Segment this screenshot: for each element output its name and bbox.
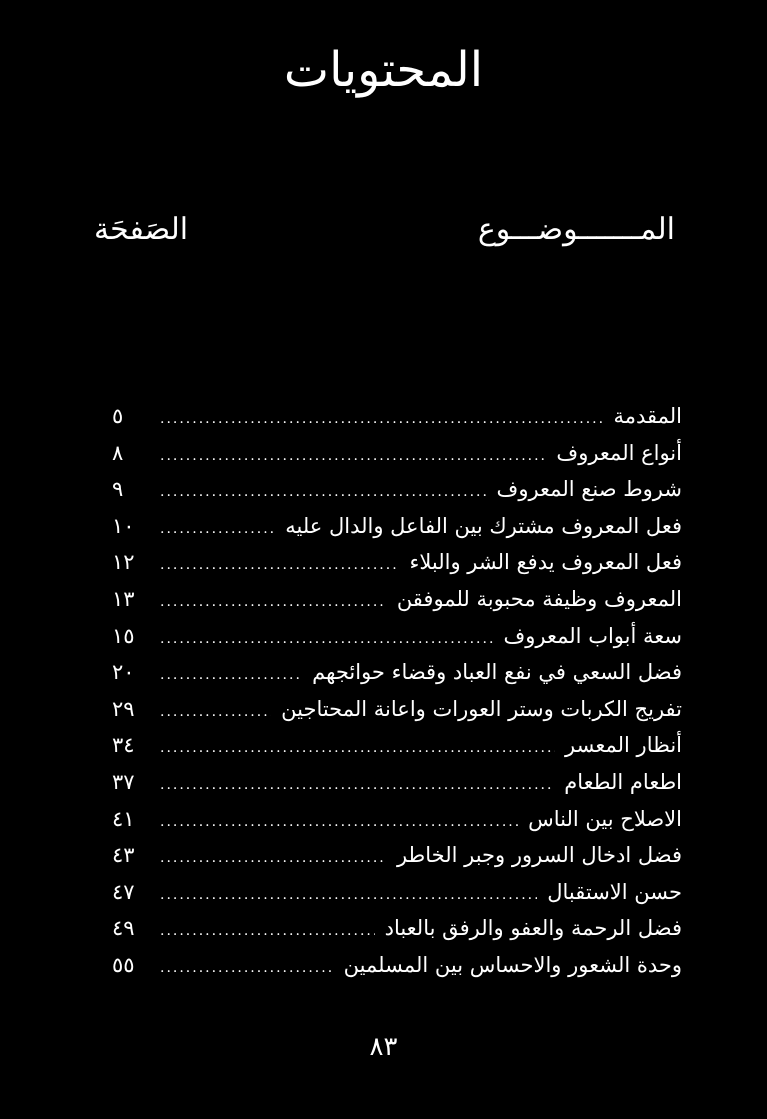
toc-entry bbox=[112, 733, 682, 770]
page-column-header: الصَفحَة bbox=[94, 212, 189, 247]
dot-leader bbox=[160, 521, 275, 537]
toc-entry bbox=[112, 770, 682, 807]
dot-leader bbox=[160, 484, 487, 500]
toc-entry-page: ٤٩ bbox=[112, 916, 135, 941]
toc-entry bbox=[112, 880, 682, 917]
toc-entry bbox=[112, 514, 682, 551]
dot-leader bbox=[160, 814, 518, 830]
dot-leader bbox=[160, 448, 546, 464]
dot-leader bbox=[160, 631, 494, 647]
dot-leader bbox=[160, 594, 387, 610]
topic-column-header: المـــــــوضـــوع bbox=[477, 212, 675, 247]
toc-entry bbox=[112, 660, 682, 697]
toc-entry bbox=[112, 953, 682, 990]
dot-leader bbox=[160, 777, 554, 793]
toc-entry-topic: فضل ادخال السرور وجبر الخاطر bbox=[396, 843, 682, 868]
toc-entry-page: ١٣ bbox=[112, 586, 135, 611]
toc-entry-page: ٥ bbox=[112, 404, 124, 428]
dot-leader bbox=[160, 667, 302, 683]
toc-entry-topic: الاصلاح بين الناس bbox=[528, 806, 682, 831]
toc-entry-page: ١٢ bbox=[112, 550, 135, 575]
toc-entry-page: ٨ bbox=[112, 440, 124, 465]
toc-entry bbox=[112, 843, 682, 880]
toc-entry-topic: اطعام الطعام bbox=[564, 769, 682, 794]
toc-entry bbox=[112, 441, 682, 478]
toc-entry bbox=[112, 550, 682, 587]
dot-leader bbox=[160, 923, 375, 939]
toc-entry-page: ٥٥ bbox=[112, 952, 135, 977]
toc-entry-page: ٢٠ bbox=[112, 660, 135, 685]
toc-entry-page: ٤١ bbox=[112, 806, 135, 831]
toc-entry-topic: حسن الاستقبال bbox=[547, 879, 682, 904]
dot-leader bbox=[160, 704, 271, 720]
dot-leader bbox=[160, 411, 603, 427]
toc-entry-topic: فضل الرحمة والعفو والرفق بالعباد bbox=[384, 916, 682, 941]
dot-leader bbox=[160, 557, 399, 573]
toc-entry bbox=[112, 587, 682, 624]
toc-entry-topic: فضل السعي في نفع العباد وقضاء حوائجهم bbox=[312, 660, 682, 685]
toc-entry-page: ٤٣ bbox=[112, 843, 135, 868]
toc-entry bbox=[112, 624, 682, 661]
toc-entry-page: ١٠ bbox=[112, 513, 135, 538]
dot-leader bbox=[160, 740, 555, 756]
toc-entry-topic: فعل المعروف يدفع الشر والبلاء bbox=[409, 550, 682, 575]
toc-entry bbox=[112, 916, 682, 953]
toc-entry-topic: تفريج الكربات وستر العورات واعانة المحتاجين bbox=[281, 696, 682, 721]
toc-entry-topic: أنواع المعروف bbox=[556, 440, 682, 465]
table-of-contents bbox=[112, 404, 682, 990]
toc-entry-topic: وحدة الشعور والاحساس بين المسلمين bbox=[343, 952, 682, 977]
page-title: المحتويات bbox=[283, 42, 484, 98]
toc-entry-topic: سعة أبواب المعروف bbox=[503, 623, 682, 648]
toc-entry-topic: المعروف وظيفة محبوبة للموفقن bbox=[396, 586, 682, 611]
toc-entry-page: ٣٤ bbox=[112, 733, 135, 758]
toc-entry-topic: المقدمة bbox=[613, 404, 682, 428]
toc-entry bbox=[112, 404, 682, 441]
toc-entry bbox=[112, 697, 682, 734]
toc-entry-topic: شروط صنع المعروف bbox=[496, 477, 682, 502]
toc-entry-topic: أنظار المعسر bbox=[565, 733, 682, 758]
toc-entry-page: ١٥ bbox=[112, 623, 135, 648]
dot-leader bbox=[160, 887, 537, 903]
toc-entry bbox=[112, 477, 682, 514]
dot-leader bbox=[160, 960, 334, 976]
toc-entry-topic: فعل المعروف مشترك بين الفاعل والدال عليه bbox=[285, 513, 682, 538]
toc-entry-page: ٢٩ bbox=[112, 696, 135, 721]
toc-entry-page: ٩ bbox=[112, 477, 124, 502]
toc-entry-page: ٣٧ bbox=[112, 769, 135, 794]
toc-entry bbox=[112, 807, 682, 844]
page-number: ٨٣ bbox=[369, 1032, 398, 1062]
dot-leader bbox=[160, 850, 387, 866]
toc-entry-page: ٤٧ bbox=[112, 879, 135, 904]
